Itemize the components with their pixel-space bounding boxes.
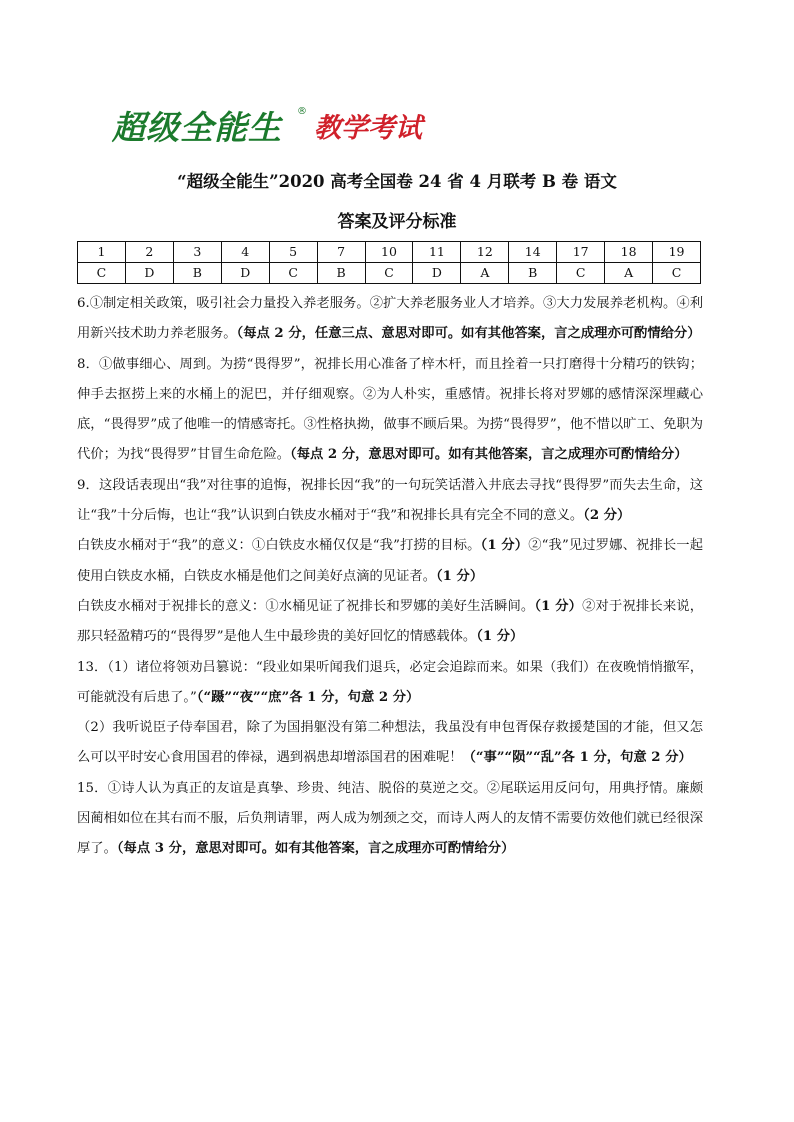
- question-number-cell: 1: [78, 242, 126, 263]
- answer-text: 13．（1）诸位将领劝吕篡说：“段业如果听闻我们退兵，必定会追踪而来。如果（我们）在夜晚悄悄撤军，可能就没有后患了。”: [77, 659, 703, 705]
- question-number-cell: 14: [509, 242, 557, 263]
- question-number-cell: 3: [173, 242, 221, 263]
- answer-text: （2）我听说臣子侍奉国君，除了为国捐躯没有第二种想法，我虽没有申包胥保存救援楚国的才能，但又怎么可以平时安心食用国君的俸禄，遇到祸患却增添国君的困难呢！: [77, 720, 703, 766]
- scoring-note: （“蹑”“夜”“庶”各 1 分，句意 2 分）: [196, 689, 420, 705]
- answer-q13-part1: [77, 653, 703, 714]
- scoring-note: （每点 3 分，意思对即可。如有其他答案，言之成理亦可酌情给分）: [116, 841, 515, 857]
- brand-logo: [112, 108, 472, 152]
- answer-q9-bucket-me: [77, 531, 703, 592]
- answer-q15: [77, 774, 703, 865]
- answer-text: 9．这段话表现出“我”对往事的追悔，祝排长因“我”的一句玩笑话潜入井底去寻找“畏得罗”而失去生命，这让“我”十分后悔，也让“我”认识到白铁皮水桶对于“我”和祝排长具有完全不同的意义。: [77, 477, 703, 524]
- scoring-note: （1 分）: [480, 538, 529, 554]
- answer-text: 白铁皮水桶对于“我”的意义：①白铁皮水桶仅仅是“我”打捞的目标。: [77, 538, 481, 554]
- logo-main-text: 超级全能生: [112, 108, 282, 147]
- answer-text: 6.①制定相关政策，吸引社会力量投入养老服务。②扩大养老服务业人才培养。③大力发展养老机构。④利用新兴技术助力养老服务。: [77, 296, 703, 342]
- answer-cell: C: [365, 263, 413, 284]
- scoring-note: （2 分）: [583, 508, 631, 524]
- question-number-cell: 12: [461, 242, 509, 263]
- question-number-cell: 7: [317, 242, 365, 263]
- document-title: “超级全能生”2020 高考全国卷 24 省 4 月联考 B 卷 语文: [177, 172, 617, 191]
- registered-mark: ®: [297, 106, 307, 117]
- scoring-note: （“事”“陨”“乱”各 1 分，句意 2 分）: [462, 750, 692, 766]
- answer-q9: [77, 471, 703, 532]
- question-number-cell: 5: [269, 242, 317, 263]
- answer-cell: C: [557, 263, 605, 284]
- question-number-cell: 18: [605, 242, 653, 263]
- question-number-cell: 2: [125, 242, 173, 263]
- answer-text: 15．①诗人认为真正的友谊是真挚、珍贵、纯洁、脱俗的莫逆之交。②尾联运用反问句，用典抒情。廉颇因蔺相如位在其右而不服，后负荆请罪，两人成为刎颈之交，而诗人两人的友情不需要仿效他们就已经很深厚了。: [77, 780, 703, 857]
- answer-text: ②“我”见过罗娜、祝排长一起使用白铁皮水桶，白铁皮水桶是他们之间美好点滴的见证者。: [77, 538, 703, 584]
- answer-q13-part2: [77, 713, 703, 774]
- question-number-cell: 11: [413, 242, 461, 263]
- scoring-note: （每点 2 分，意思对即可。如有其他答案，言之成理亦可酌情给分）: [290, 447, 688, 463]
- answer-q9-bucket-zhu: [77, 592, 703, 653]
- answer-table: [77, 241, 701, 284]
- answer-text: ②对于祝排长来说，那只轻盈精巧的“畏得罗”是他人生中最珍贵的美好回忆的情感载体。: [77, 598, 704, 645]
- answer-cell: C: [78, 263, 126, 284]
- answer-cell: B: [173, 263, 221, 284]
- question-number-cell: 17: [557, 242, 605, 263]
- answer-cell: D: [413, 263, 461, 284]
- question-number-cell: 19: [653, 242, 701, 263]
- answer-cell: B: [509, 263, 557, 284]
- question-number-row: [78, 242, 701, 263]
- answer-cell: C: [653, 263, 701, 284]
- answer-row: [78, 263, 701, 284]
- question-number-cell: 4: [221, 242, 269, 263]
- question-number-cell: 10: [365, 242, 413, 263]
- answer-q6: [77, 289, 703, 350]
- logo-sub-text: 教学考试: [314, 113, 422, 144]
- answer-body: [77, 289, 703, 865]
- answer-cell: A: [461, 263, 509, 284]
- answer-q8: [77, 350, 703, 471]
- scoring-note: （1 分）: [476, 629, 524, 645]
- answer-text: 8．①做事细心、周到。为捞“畏得罗”，祝排长用心准备了梓木杆，而且拴着一只打磨得十分精巧的铁钩；伸手去抠捞上来的水桶上的泥巴，并仔细观察。②为人朴实，重感情。祝排长将对罗娜的感情深深埋藏心底，“畏得罗”成了他唯一的情感寄托。③性格执拗，做事不顾后果。为捞“畏得罗”，他不惜以旷工、免职为代价；为找“畏得罗”甘冒生命危险。: [77, 356, 703, 463]
- scoring-note: （1 分）: [534, 598, 583, 614]
- answer-cell: D: [125, 263, 173, 284]
- answer-cell: B: [317, 263, 365, 284]
- scoring-note: （每点 2 分，任意三点、意思对即可。如有其他答案，言之成理亦可酌情给分）: [236, 326, 701, 342]
- answer-text: 白铁皮水桶对于祝排长的意义：①水桶见证了祝排长和罗娜的美好生活瞬间。: [77, 598, 535, 614]
- document-subtitle: 答案及评分标准: [337, 212, 457, 232]
- answer-cell: A: [605, 263, 653, 284]
- answer-cell: D: [221, 263, 269, 284]
- scoring-note: （1 分）: [436, 568, 484, 584]
- answer-cell: C: [269, 263, 317, 284]
